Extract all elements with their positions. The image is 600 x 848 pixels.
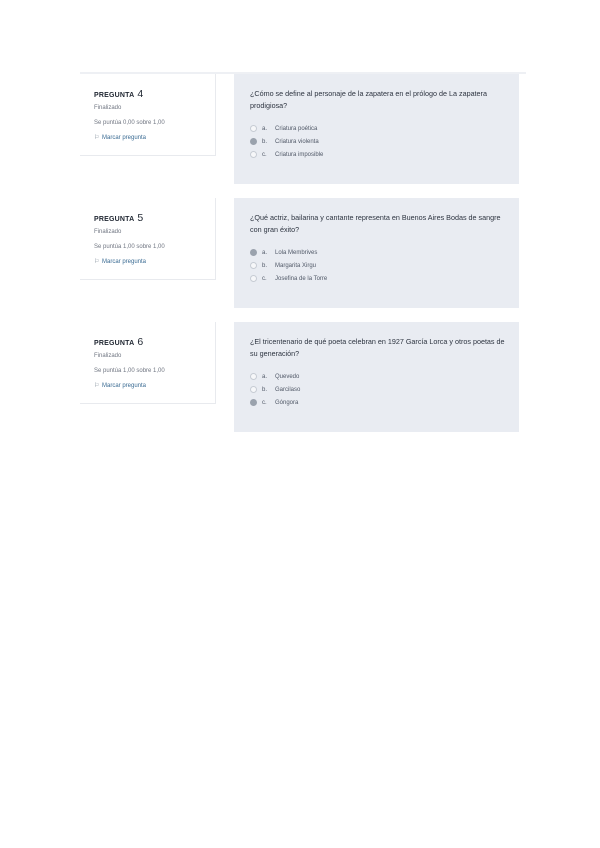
answer-letter: c. xyxy=(262,151,267,158)
radio-button-selected[interactable] xyxy=(250,138,257,145)
question-heading xyxy=(94,336,143,348)
flag-question-label: Marcar pregunta xyxy=(102,259,147,265)
answer-list xyxy=(250,370,509,409)
answer-text: Góngora xyxy=(275,399,299,406)
answer-letter: c. xyxy=(262,275,267,282)
answer-option[interactable] xyxy=(250,148,509,161)
answer-list xyxy=(250,122,509,161)
flag-icon: ⚐ xyxy=(94,259,100,265)
question-content xyxy=(234,322,519,432)
question-number: 5 xyxy=(137,212,144,224)
flag-question-link[interactable] xyxy=(94,382,146,389)
answer-text: Quevedo xyxy=(275,373,300,380)
radio-button-selected[interactable] xyxy=(250,249,257,256)
radio-button-selected[interactable] xyxy=(250,399,257,406)
question-content xyxy=(234,74,519,184)
question-block xyxy=(80,198,520,308)
question-heading xyxy=(94,88,143,100)
answer-text: Josefina de la Torre xyxy=(275,275,328,282)
question-number: 4 xyxy=(137,88,144,100)
question-info-panel xyxy=(80,74,216,156)
answer-option[interactable] xyxy=(250,259,509,272)
answer-letter: a. xyxy=(262,373,268,380)
radio-button[interactable] xyxy=(250,262,257,269)
radio-button[interactable] xyxy=(250,275,257,282)
question-score: Se puntúa 0,00 sobre 1,00 xyxy=(94,120,165,126)
question-info-panel xyxy=(80,322,216,404)
question-text: ¿Cómo se define al personaje de la zapatera en el prólogo de La zapatera prodigiosa? xyxy=(250,89,487,110)
question-label: PREGUNTA xyxy=(94,216,135,223)
question-heading xyxy=(94,212,143,224)
radio-button[interactable] xyxy=(250,373,257,380)
flag-question-link[interactable] xyxy=(94,134,146,141)
question-text: ¿El tricentenario de qué poeta celebran en 1927 García Lorca y otros poetas de su generación? xyxy=(250,337,505,358)
answer-letter: b. xyxy=(262,262,268,269)
question-label: PREGUNTA xyxy=(94,340,135,347)
radio-button[interactable] xyxy=(250,151,257,158)
flag-question-label: Marcar pregunta xyxy=(102,383,147,389)
question-info-panel xyxy=(80,198,216,280)
question-label: PREGUNTA xyxy=(94,92,135,99)
answer-text: Criatura poética xyxy=(275,125,318,132)
question-block xyxy=(80,322,520,432)
flag-icon: ⚐ xyxy=(94,135,100,141)
question-content xyxy=(234,198,519,308)
answer-option[interactable] xyxy=(250,370,509,383)
answer-text: Criatura violenta xyxy=(275,138,319,145)
answer-option[interactable] xyxy=(250,135,509,148)
flag-icon: ⚐ xyxy=(94,383,100,389)
answer-letter: b. xyxy=(262,138,268,145)
radio-button[interactable] xyxy=(250,386,257,393)
answer-list xyxy=(250,246,509,285)
answer-option[interactable] xyxy=(250,396,509,409)
question-status: Finalizado xyxy=(94,105,122,111)
question-status: Finalizado xyxy=(94,229,122,235)
answer-option[interactable] xyxy=(250,272,509,285)
answer-letter: b. xyxy=(262,386,268,393)
answer-letter: a. xyxy=(262,125,268,132)
radio-button[interactable] xyxy=(250,125,257,132)
answer-option[interactable] xyxy=(250,383,509,396)
flag-question-label: Marcar pregunta xyxy=(102,135,147,141)
answer-letter: c. xyxy=(262,399,267,406)
question-status: Finalizado xyxy=(94,353,122,359)
answer-text: Lola Membrives xyxy=(275,249,318,256)
question-block xyxy=(80,74,520,184)
flag-question-link[interactable] xyxy=(94,258,146,265)
answer-option[interactable] xyxy=(250,246,509,259)
question-score: Se puntúa 1,00 sobre 1,00 xyxy=(94,244,165,250)
question-text: ¿Qué actriz, bailarina y cantante representa en Buenos Aires Bodas de sangre con gran éxito? xyxy=(250,213,501,234)
answer-option[interactable] xyxy=(250,122,509,135)
question-number: 6 xyxy=(137,336,144,348)
answer-text: Margarita Xirgu xyxy=(275,262,317,269)
answer-text: Garcilaso xyxy=(275,386,301,393)
question-score: Se puntúa 1,00 sobre 1,00 xyxy=(94,368,165,374)
answer-text: Criatura imposible xyxy=(275,151,324,158)
answer-letter: a. xyxy=(262,249,268,256)
